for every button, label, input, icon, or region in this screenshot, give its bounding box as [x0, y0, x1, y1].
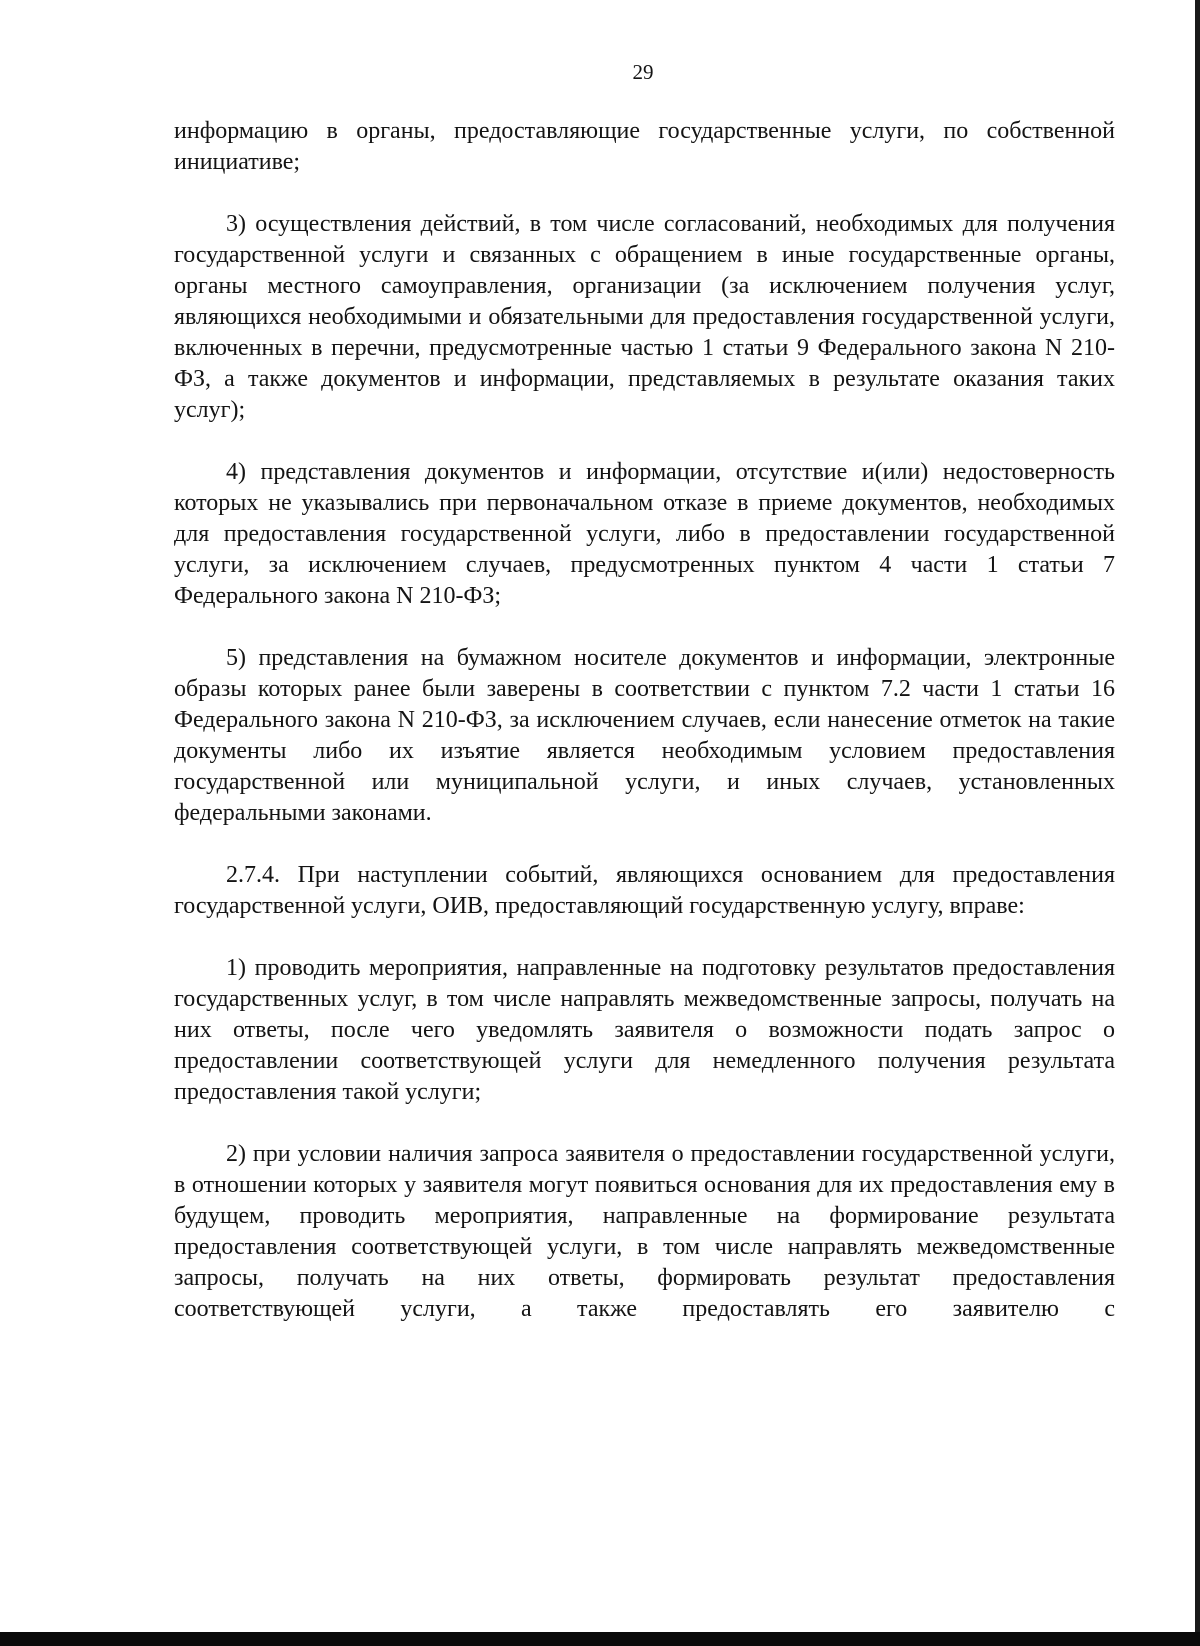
- scan-edge-bottom: [0, 1632, 1200, 1646]
- paragraph-subitem-2: 2) при условии наличия запроса заявителя о предоставлении государственной услуги, в отношении которых у заявителя могут появиться основания для их предоставления ему в будущем, проводить мероприятия, направленные на формирование результата предоставления соответствующей услуги, в том числе направлять межведомственные запросы, получать на них ответы, формировать результат предоставления соответствующей услуги, а также предоставлять его заявителю с: [174, 1141, 1115, 1322]
- paragraph-section-2-7-4: 2.7.4. При наступлении событий, являющихся основанием для предоставления государственной услуги, ОИВ, предоставляющий государственную услугу, вправе:: [174, 862, 1115, 919]
- scan-edge-right: [1195, 0, 1200, 1646]
- paragraph-item-5: 5) представления на бумажном носителе документов и информации, электронные образы которых ранее были заверены в соответствии с пунктом 7.2 части 1 статьи 16 Федерального закона N 210-ФЗ, за исключением случаев, если нанесение отметок на такие документы либо их изъятие является необходимым условием предоставления государственной или муниципальной услуги, и иных случаев, установленных федеральными законами.: [174, 645, 1115, 826]
- paragraph-item-3: 3) осуществления действий, в том числе согласований, необходимых для получения государственной услуги и связанных с обращением в иные государственные органы, органы местного самоуправления, организации (за исключением получения услуг, являющихся необходимыми и обязательными для предоставления государственной услуги, включенных в перечни, предусмотренные частью 1 статьи 9 Федерального закона N 210-ФЗ, а также документов и информации, представляемых в результате оказания таких услуг);: [174, 211, 1115, 423]
- paragraph-subitem-1: 1) проводить мероприятия, направленные на подготовку результатов предоставления государственных услуг, в том числе направлять межведомственные запросы, получать на них ответы, после чего уведомлять заявителя о возможности подать запрос о предоставлении соответствующей услуги для немедленного получения результата предоставления такой услуги;: [174, 955, 1115, 1105]
- paragraph-continuation: информацию в органы, предоставляющие государственные услуги, по собственной инициативе;: [174, 118, 1115, 175]
- document-body: [174, 116, 1115, 1356]
- paragraph-item-4: 4) представления документов и информации, отсутствие и(или) недостоверность которых не указывались при первоначальном отказе в приеме документов, необходимых для предоставления государственной услуги, либо в предоставлении государственной услуги, за исключением случаев, предусмотренных пунктом 4 части 1 статьи 7 Федерального закона N 210-ФЗ;: [174, 459, 1115, 609]
- page-number: 29: [632, 60, 654, 84]
